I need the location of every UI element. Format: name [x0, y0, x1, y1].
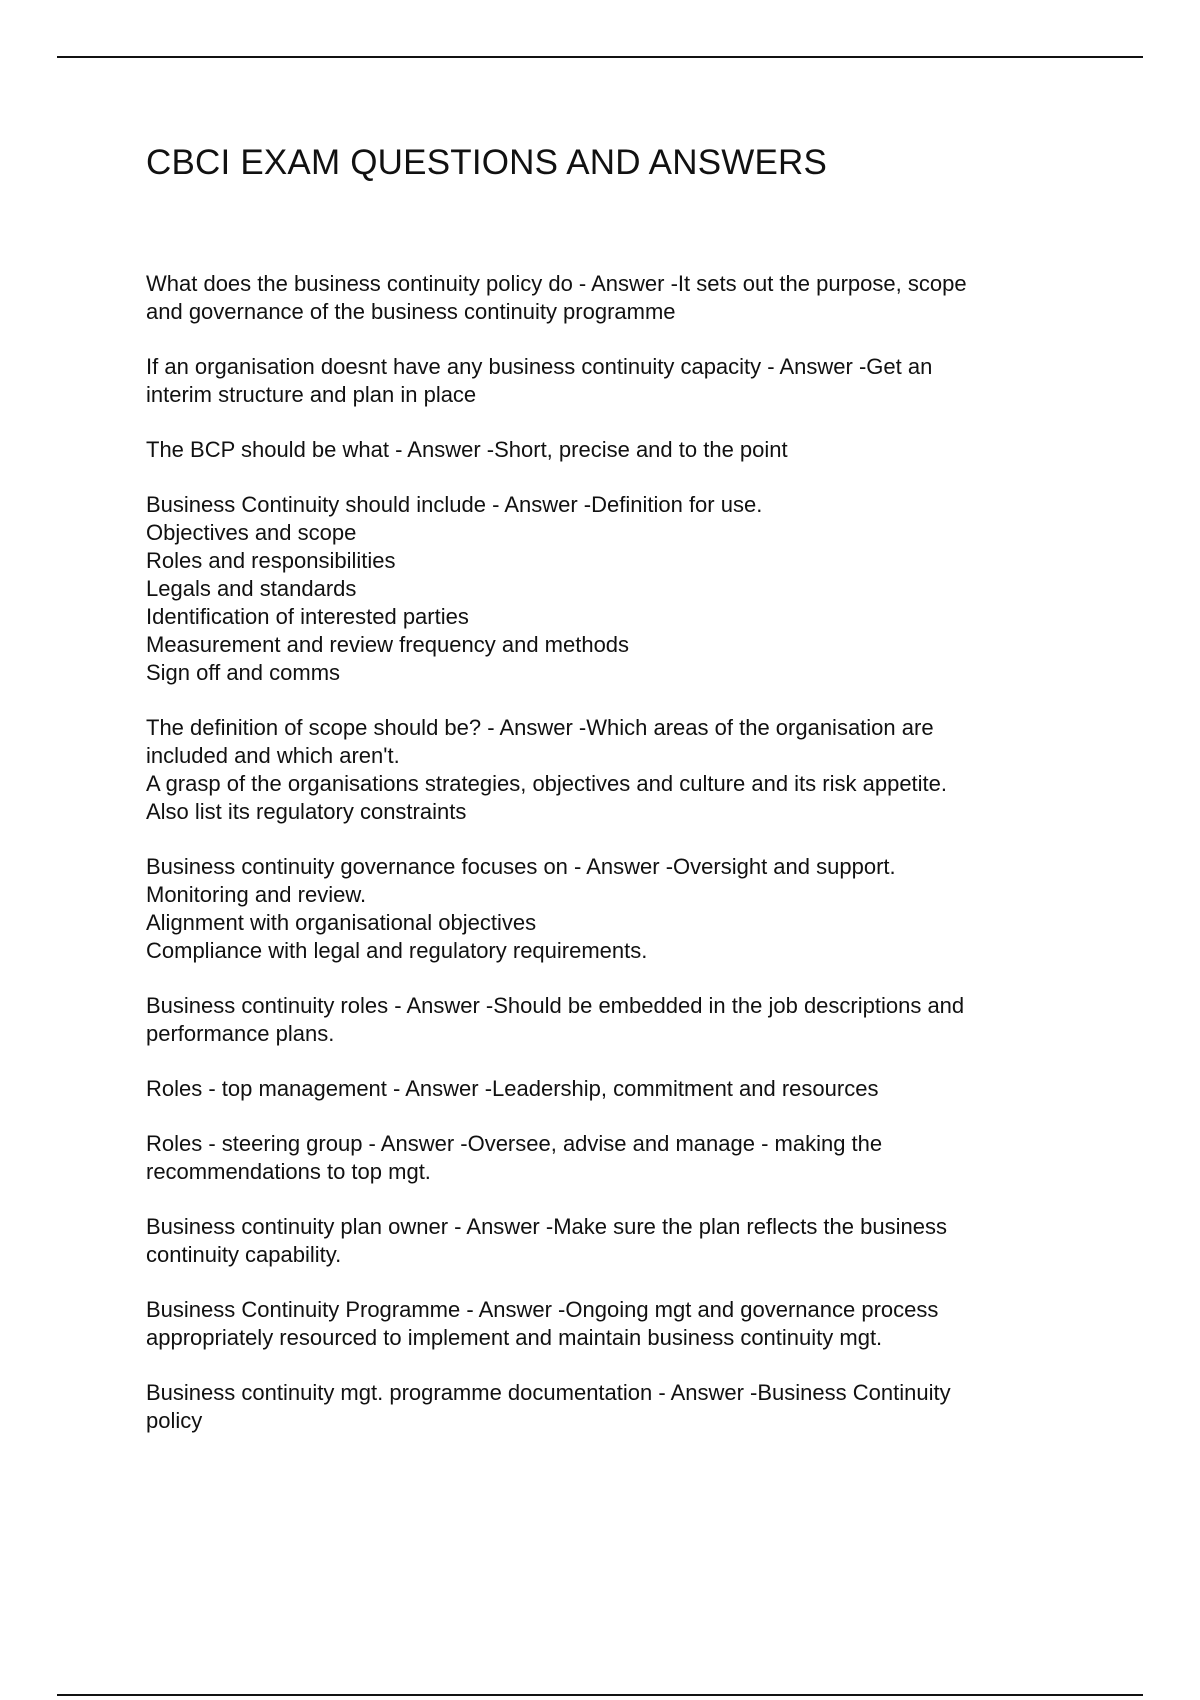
- page-title: CBCI EXAM QUESTIONS AND ANSWERS: [146, 143, 828, 182]
- qa-item: If an organisation doesnt have any business continuity capacity - Answer -Get an interim structure and plan in place: [146, 354, 933, 407]
- qa-item: Roles - steering group - Answer -Oversee, advise and manage - making the recommendations to top mgt.: [146, 1131, 883, 1184]
- qa-item: The BCP should be what - Answer -Short, precise and to the point: [146, 437, 788, 462]
- qa-item: Business continuity plan owner - Answer -Make sure the plan reflects the business continuity capability.: [146, 1214, 947, 1267]
- footer-rule: [57, 1694, 1143, 1696]
- qa-list: [146, 270, 1086, 1462]
- header-rule: [57, 56, 1143, 58]
- qa-item: What does the business continuity policy do - Answer -It sets out the purpose, scope and governance of the business continuity programme: [146, 271, 967, 324]
- qa-item: Business continuity roles - Answer -Should be embedded in the job descriptions and performance plans.: [146, 993, 965, 1046]
- qa-item: Business Continuity should include - Answer -Definition for use. Objectives and scope Roles and responsibilities Legals and standards Identification of interested parties Measurement and review frequency and methods Sign off and comms: [146, 492, 763, 685]
- qa-item: Roles - top management - Answer -Leadership, commitment and resources: [146, 1076, 879, 1101]
- qa-item: Business Continuity Programme - Answer -Ongoing mgt and governance process appropriately resourced to implement and maintain business continuity mgt.: [146, 1297, 939, 1350]
- qa-item: Business continuity mgt. programme documentation - Answer -Business Continuity policy: [146, 1380, 951, 1433]
- qa-item: The definition of scope should be? - Answer -Which areas of the organisation are included and which aren't. A grasp of the organisations strategies, objectives and culture and its risk appetite. Also list its regulatory constraints: [146, 715, 948, 824]
- qa-item: Business continuity governance focuses on - Answer -Oversight and support. Monitoring and review. Alignment with organisational objectives Compliance with legal and regulatory requirements.: [146, 854, 896, 963]
